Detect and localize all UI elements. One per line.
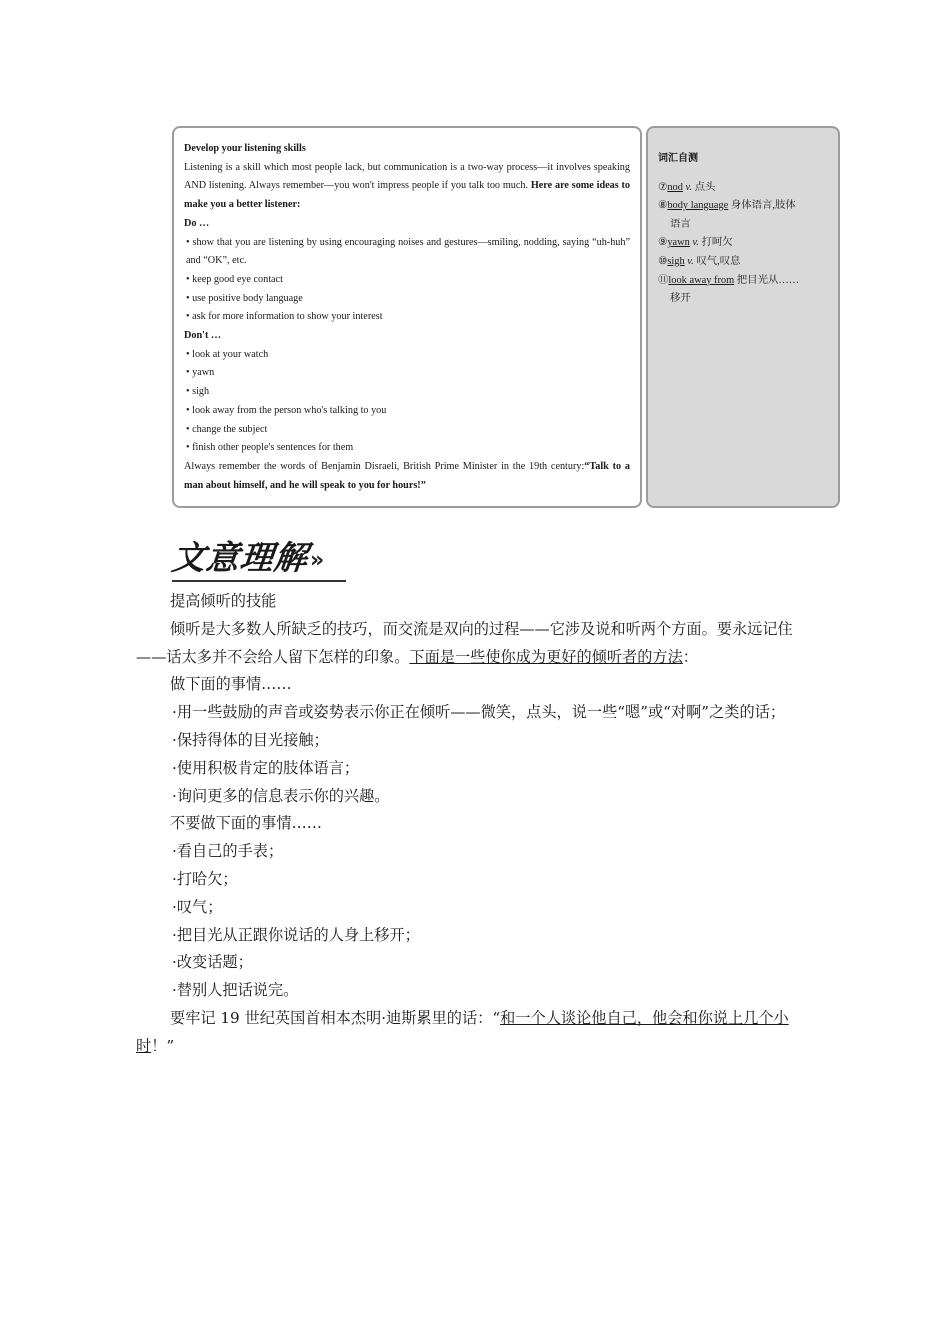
- vocab-meaning-continued: 移开: [670, 293, 691, 305]
- passage-title: Develop your listening skills: [184, 143, 306, 154]
- passage-closing: [184, 458, 630, 495]
- vocab-meaning-continued: 语言: [670, 218, 691, 230]
- vocab-item: [658, 253, 830, 272]
- vocab-self-test-box: [646, 126, 840, 508]
- translation-dont-item: ·把目光从正跟你说话的人身上移开；: [172, 925, 420, 944]
- translation-closing: [136, 1005, 816, 1061]
- translation-do-item-text: ·用一些鼓励的声音或姿势表示你正在倾听——微笑，点头，说一些“嗯”或“对啊”之类的话；: [172, 703, 786, 722]
- vocab-number: ⑨: [658, 237, 668, 249]
- translation-dont-item: ·替别人把话说完。: [172, 981, 299, 1000]
- translation-p1: 倾听是大多数人所缺乏的技巧，而交流是双向的过程——它涉及说和听两个方面。要永远记住——话太多并不会给人留下怎样的印象。: [136, 619, 793, 666]
- translation-dont-heading: 不要做下面的事情……: [170, 814, 322, 833]
- vocab-term: body language: [667, 200, 729, 212]
- section-heading-text: 文意理解: [170, 538, 311, 577]
- section-heading: [172, 536, 352, 584]
- vocab-pos: v.: [685, 181, 692, 193]
- vocab-pos: v.: [692, 237, 699, 249]
- vocab-pos: v.: [687, 255, 694, 267]
- passage-closing-quote: “Talk to a man about himself, and he will speak to you for hours!”: [184, 460, 630, 491]
- vocab-item: [658, 234, 830, 253]
- translation-paragraph: [136, 616, 816, 672]
- vocab-item: [658, 272, 830, 291]
- translation-do-item: [136, 699, 816, 727]
- passage-dont-item: • look at your watch: [186, 348, 269, 360]
- passage-do-item: • show that you are listening by using encouraging noises and gestures—smiling, nodding, saying “uh-huh” and “OK”, etc.: [186, 236, 630, 267]
- vocab-term: yawn: [667, 237, 690, 249]
- vocab-number: ⑧: [658, 200, 668, 212]
- translation-closing-text: 要牢记 19 世纪英国首相本杰明·迪斯累里的话：“: [170, 1008, 501, 1027]
- vocab-item: [658, 197, 830, 216]
- passage-do-item: • use positive body language: [186, 292, 303, 304]
- passage-dont-item: • yawn: [186, 367, 215, 379]
- passage-do-item: • ask for more information to show your interest: [186, 311, 383, 323]
- vocab-number: ⑩: [658, 255, 668, 267]
- vocab-number: ⑦: [658, 181, 668, 193]
- passage-intro-bold: Here are some ideas to make you a better listener:: [184, 180, 631, 211]
- vocab-term: sigh: [667, 255, 685, 267]
- vocab-term: nod: [667, 181, 683, 193]
- passage-dont-item: • look away from the person who's talking to you: [186, 404, 387, 416]
- translation-do-heading: 做下面的事情……: [170, 675, 292, 694]
- vocab-meaning: 点头: [694, 181, 716, 193]
- vocab-term: look away from: [668, 274, 735, 286]
- translation-do-item: ·使用积极肯定的肢体语言；: [172, 758, 360, 777]
- translation-dont-item: ·打哈欠；: [172, 869, 238, 888]
- translation-p1-end: ：: [682, 647, 698, 666]
- passage-dont-heading: Don't …: [184, 330, 222, 342]
- translation-do-item: ·保持得体的目光接触；: [172, 730, 329, 749]
- vocab-meaning: 叹气,叹息: [696, 255, 741, 267]
- vocab-title: 词汇自测: [658, 153, 698, 164]
- passage-intro: [184, 159, 630, 215]
- translation-closing-end: ！”: [151, 1036, 175, 1055]
- vocab-item: [658, 179, 830, 198]
- passage-do-item: • keep good eye contact: [186, 273, 283, 285]
- vocab-meaning: 把目光从……: [736, 274, 800, 286]
- passage-dont-item: • sigh: [186, 386, 210, 398]
- translation-title: 提高倾听的技能: [170, 592, 277, 610]
- reading-passage-box: [172, 126, 642, 508]
- vocab-meaning: 身体语言,肢体: [730, 200, 796, 212]
- translation-text: [136, 588, 816, 1061]
- translation-do-item: ·询问更多的信息表示你的兴趣。: [172, 786, 390, 805]
- translation-dont-item: ·改变话题；: [172, 953, 253, 972]
- double-chevron-icon: »: [310, 548, 325, 573]
- passage-intro-text: Listening is a skill which most people lack, but communication is a two-way process—it involves speaking AND listening. Always remember—you won't impress people if you talk too much.: [184, 161, 630, 192]
- translation-closing-underlined: 和一个人谈论他自己，他会和你说上几个小时: [136, 1008, 789, 1055]
- translation-p1-underlined: 下面是一些使你成为更好的倾听者的方法: [409, 647, 683, 666]
- translation-dont-item: ·看自己的手表；: [172, 842, 284, 861]
- vocab-meaning: 打呵欠: [701, 237, 733, 249]
- passage-dont-item: • finish other people's sentences for them: [186, 442, 354, 454]
- vocab-number: ⑪: [658, 274, 669, 286]
- translation-dont-item: ·叹气；: [172, 897, 223, 916]
- passage-closing-text: Always remember the words of Benjamin Disraeli, British Prime Minister in the 19th century:: [184, 460, 585, 472]
- heading-underline: [172, 580, 346, 582]
- passage-dont-item: • change the subject: [186, 423, 268, 435]
- passage-do-heading: Do …: [184, 217, 210, 229]
